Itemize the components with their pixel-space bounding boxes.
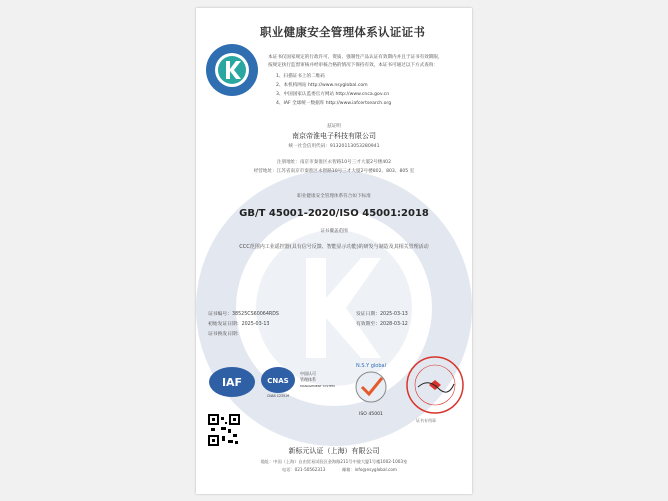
issuer-phone: 电话：021-50562313: [282, 467, 326, 472]
cnas-code: CNAS C235-M: [266, 394, 290, 398]
issuer-email: 邮箱：info@nsyglobal.com: [342, 467, 397, 472]
nsy-check-badge-icon: [346, 360, 396, 420]
intro-line: 本证书仅国家规定的行政许可、资质、强制性产品认证有效期内并且于证书有效期限，: [268, 55, 443, 60]
cnas-label: CNAS: [267, 377, 289, 385]
svg-text:管理体系: 管理体系: [300, 377, 316, 382]
certificate-title: 职业健康安全管理体系认证证书: [260, 25, 426, 39]
expiry-date: 有效期至：2028-03-12: [356, 322, 408, 327]
intro-line: 4、IAF 全球统一数据库 http://www.iafcertsearch.org: [276, 101, 392, 106]
intro-line: 按规定执行监督审核并经审核合格的情况下保持有效。本证书可通过以下方式查询：: [268, 63, 438, 68]
cnas-badge-icon: [260, 366, 340, 398]
certificate: [196, 8, 472, 494]
reissue-date: 证书换发日期：: [208, 332, 242, 337]
stamp-label: 证书专用章: [416, 418, 436, 423]
standard: GB/T 45001-2020/ISO 45001:2018: [239, 208, 429, 219]
certified-label: 兹证明: [327, 124, 341, 129]
scope-text: CCC范围内工业遥控器(具有信号反馈、智能显示功能)的研发与制造及其相关管理活动: [239, 244, 429, 250]
registered-address: 注册地址：南京市秦淮区永智路10号三才大厦2号楼402: [276, 160, 391, 165]
intro-line: 2、本机构网站 http://www.nsyglobal.com: [276, 83, 368, 88]
svg-text:MANAGEMENT SYSTEM: MANAGEMENT SYSTEM: [300, 384, 335, 388]
iso-label: ISO 45001: [359, 412, 383, 417]
company-stamp-icon: [404, 354, 466, 416]
cert-number: 证书编号：38525CS60064RDS: [208, 312, 279, 317]
company-name: 南京帝淮电子科技有限公司: [292, 132, 376, 140]
iaf-label: IAF: [221, 376, 243, 389]
conform-label: 职业健康安全管理体系符合如下标准: [297, 194, 371, 199]
intro-line: 3、中国国家认监委官方网站 http://www.cnca.gov.cn: [276, 92, 390, 97]
business-address: 经营地址：江苏省南京市秦淮区永智路10号三才大厦2号楼802、803、805 室: [253, 169, 415, 174]
iaf-badge-icon: [208, 366, 256, 398]
nsy-label: N.S.Y global: [356, 363, 386, 369]
intro-line: 1、扫描证书上的二维码: [276, 74, 325, 79]
scope-label: 证书覆盖范围: [320, 229, 348, 234]
issuer-address: 地址：中国（上海）自由贸易试验区金海路211号中骏大厦1号楼1002-1003室: [260, 459, 408, 464]
nsy-logo-icon: [204, 42, 260, 98]
qr-code-icon[interactable]: [208, 414, 240, 446]
first-issue-date: 初始发证日期：2025-03-13: [208, 322, 270, 327]
credit-code: 统一社会信用代码：91320113053280941: [288, 144, 380, 149]
issue-date: 发证日期：2025-03-13: [356, 312, 408, 317]
issuer-name: 新标元认证（上海）有限公司: [288, 447, 380, 455]
svg-text:中国认可: 中国认可: [300, 371, 316, 376]
